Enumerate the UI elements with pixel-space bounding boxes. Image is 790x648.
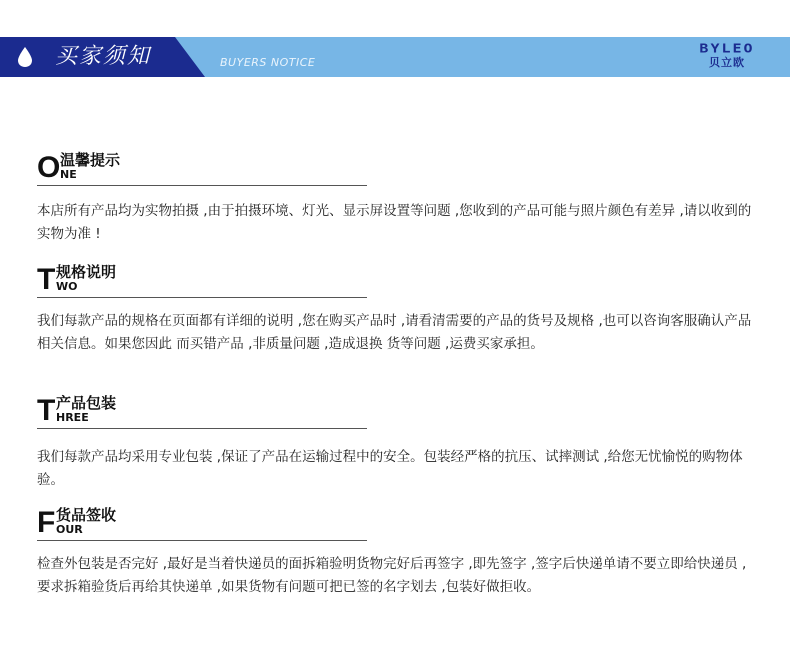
logo-cn-text: 贝立欧 bbox=[709, 56, 745, 69]
section-heading bbox=[37, 508, 367, 542]
section-title: 温馨提示 bbox=[60, 151, 121, 169]
page-title: 买家须知 bbox=[55, 44, 152, 69]
page-subtitle: BUYERS NOTICE bbox=[220, 56, 316, 69]
section-body: 检查外包装是否完好 ,最好是当着快递员的面拆箱验明货物完好后再签字 ,即先签字 ,签字后快递单请不要立即给快递员 ,要求拆箱验货后再给其快递单 ,如果货物有问题可把已签的名字划去 ,包装好做拒收。 bbox=[37, 556, 747, 595]
water-drop-icon bbox=[13, 45, 37, 69]
section-en-rest: HREE bbox=[56, 411, 89, 424]
section-en-rest: OUR bbox=[56, 523, 83, 536]
section-heading bbox=[37, 265, 367, 299]
section-letter: T bbox=[37, 263, 56, 296]
section-divider bbox=[37, 428, 367, 429]
section-heading bbox=[37, 153, 367, 187]
section-en-rest: NE bbox=[60, 168, 77, 181]
section-letter: O bbox=[37, 151, 61, 184]
section-body: 我们每款产品均采用专业包装 ,保证了产品在运输过程中的安全。包装经严格的抗压、试摔测试 ,给您无忧愉悦的购物体验。 bbox=[37, 449, 743, 488]
section-divider bbox=[37, 297, 367, 298]
brand-logo bbox=[672, 40, 782, 74]
section-heading bbox=[37, 396, 367, 430]
section-body: 我们每款产品的规格在页面都有详细的说明 ,您在购买产品时 ,请看清需要的产品的货号及规格 ,也可以咨询客服确认产品相关信息。如果您因此 而买错产品 ,非质量问题 ,造成退换 货等问题 ,运费买家承担。 bbox=[37, 313, 752, 352]
section-title: 货品签收 bbox=[56, 506, 117, 524]
header-bar bbox=[0, 37, 790, 77]
section-title: 产品包装 bbox=[56, 394, 117, 412]
section-letter: F bbox=[37, 506, 56, 539]
section-body: 本店所有产品均为实物拍摄 ,由于拍摄环境、灯光、显示屏设置等问题 ,您收到的产品可能与照片颜色有差异 ,请以收到的实物为准 ! bbox=[37, 203, 752, 242]
section-divider bbox=[37, 185, 367, 186]
section-letter: T bbox=[37, 394, 56, 427]
section-title: 规格说明 bbox=[56, 263, 117, 281]
section-divider bbox=[37, 540, 367, 541]
logo-mark: BYLEO bbox=[699, 40, 755, 56]
section-en-rest: WO bbox=[56, 280, 78, 293]
